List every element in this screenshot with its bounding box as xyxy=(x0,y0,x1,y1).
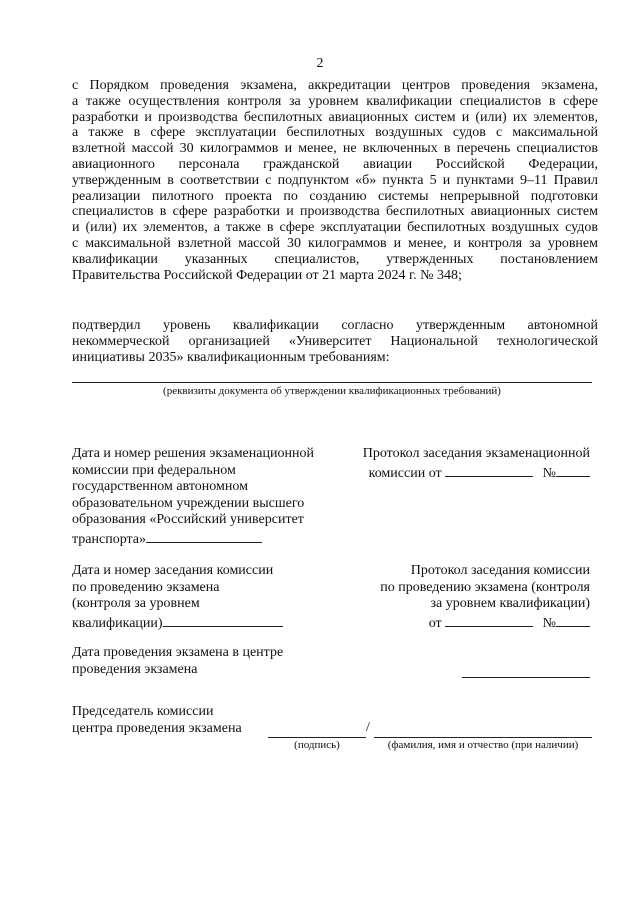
requisites-caption: (реквизиты документа об утверждении квалификационных требований) xyxy=(163,385,501,397)
text-line: а также в сфере эксплуатации беспилотных воздушных судов с максимальной xyxy=(72,125,598,141)
separator-slash: / xyxy=(366,720,370,735)
text-line: от xyxy=(428,615,442,631)
number-sign: № xyxy=(542,615,556,631)
decision-blank xyxy=(146,529,262,543)
signature-caption: (подпись) xyxy=(294,739,340,751)
exam-decision-block xyxy=(72,446,342,549)
exam-date-block xyxy=(72,645,342,678)
text-line: авиационного персонала гражданской авиации Российской Федерации, xyxy=(72,156,598,172)
text-line: утвержденным в соответствии с подпунктом «б» пункта 5 и пунктами 9–11 Правил xyxy=(72,172,598,188)
text-line: по проведению экзамена (контроля xyxy=(380,579,590,595)
commission-date-blank xyxy=(445,613,533,627)
text-line: центра проведения экзамена xyxy=(72,720,242,736)
requisites-line xyxy=(72,382,592,383)
text-line: специалистов в сфере разработки и производства беспилотных авиационных систем xyxy=(72,204,598,220)
text-line: Протокол заседания экзаменационной xyxy=(362,446,590,461)
protocol-date-blank xyxy=(445,463,533,477)
text-line: Правительства Российской Федерации от 21 марта 2024 г. № 348; xyxy=(72,267,462,283)
page-number: 2 xyxy=(316,56,324,71)
text-line: по проведению экзамена xyxy=(72,579,220,595)
text-line: с Порядком проведения экзамена, аккредитации центров проведения экзамена, xyxy=(72,78,598,93)
signature-line xyxy=(268,737,366,738)
paragraph-main xyxy=(72,78,598,283)
text-line: за уровнем квалификации) xyxy=(430,596,590,612)
commission-protocol-block xyxy=(330,563,590,632)
text-line: инициативы 2035» квалификационным требованиям: xyxy=(72,349,390,365)
exam-date-blank xyxy=(462,677,590,678)
text-line: и (или) их элементов, а также в сфере эксплуатации беспилотных воздушных судов xyxy=(72,220,598,236)
exam-protocol-block xyxy=(330,446,590,482)
text-line: подтвердил уровень квалификации согласно утвержденным автономной xyxy=(72,318,598,333)
commission-meeting-block xyxy=(72,563,342,632)
text-line: взлетной массой 30 килограммов и менее, не включенных в перечень специалистов xyxy=(72,141,598,157)
text-line: комиссии от xyxy=(368,465,442,481)
text-line: Дата проведения экзамена в центре xyxy=(72,645,284,660)
number-sign: № xyxy=(542,465,556,481)
text-line: Дата и номер заседания комиссии xyxy=(72,563,274,578)
text-line: Протокол заседания комиссии xyxy=(410,563,590,578)
name-line xyxy=(374,737,592,738)
meeting-blank xyxy=(163,613,283,627)
text-line: транспорта» xyxy=(72,531,147,547)
chairman-block xyxy=(72,704,292,737)
text-line: комиссии при федеральном xyxy=(72,462,236,478)
name-caption: (фамилия, имя и отчество (при наличии) xyxy=(387,739,579,751)
paragraph-confirmation xyxy=(72,318,598,365)
text-line: некоммерческой организацией «Университет Национальной технологической xyxy=(72,333,598,349)
text-line: квалификации указанных специалистов, утвержденных постановлением xyxy=(72,251,598,267)
text-line: а также осуществления контроля за уровнем квалификации специалистов в сфере xyxy=(72,93,598,109)
text-line: разработки и производства беспилотных авиационных систем и (или) их элементов, xyxy=(72,109,598,125)
text-line: образовательном учреждении высшего xyxy=(72,495,305,511)
text-line: Дата и номер решения экзаменационной xyxy=(72,446,314,461)
text-line: Председатель комиссии xyxy=(72,704,214,719)
text-line: с максимальной взлетной массой 30 килограммов и менее, и контроля за уровнем xyxy=(72,235,598,251)
text-line: реализации пилотного проекта по созданию системы непрерывной подготовки xyxy=(72,188,598,204)
text-line: (контроля за уровнем xyxy=(72,596,200,612)
commission-number-blank xyxy=(556,613,590,627)
text-line: проведения экзамена xyxy=(72,661,198,677)
text-line: квалификации) xyxy=(72,615,163,631)
protocol-number-blank xyxy=(556,463,590,477)
text-line: государственном автономном xyxy=(72,479,248,495)
text-line: образования «Российский университет xyxy=(72,512,304,528)
